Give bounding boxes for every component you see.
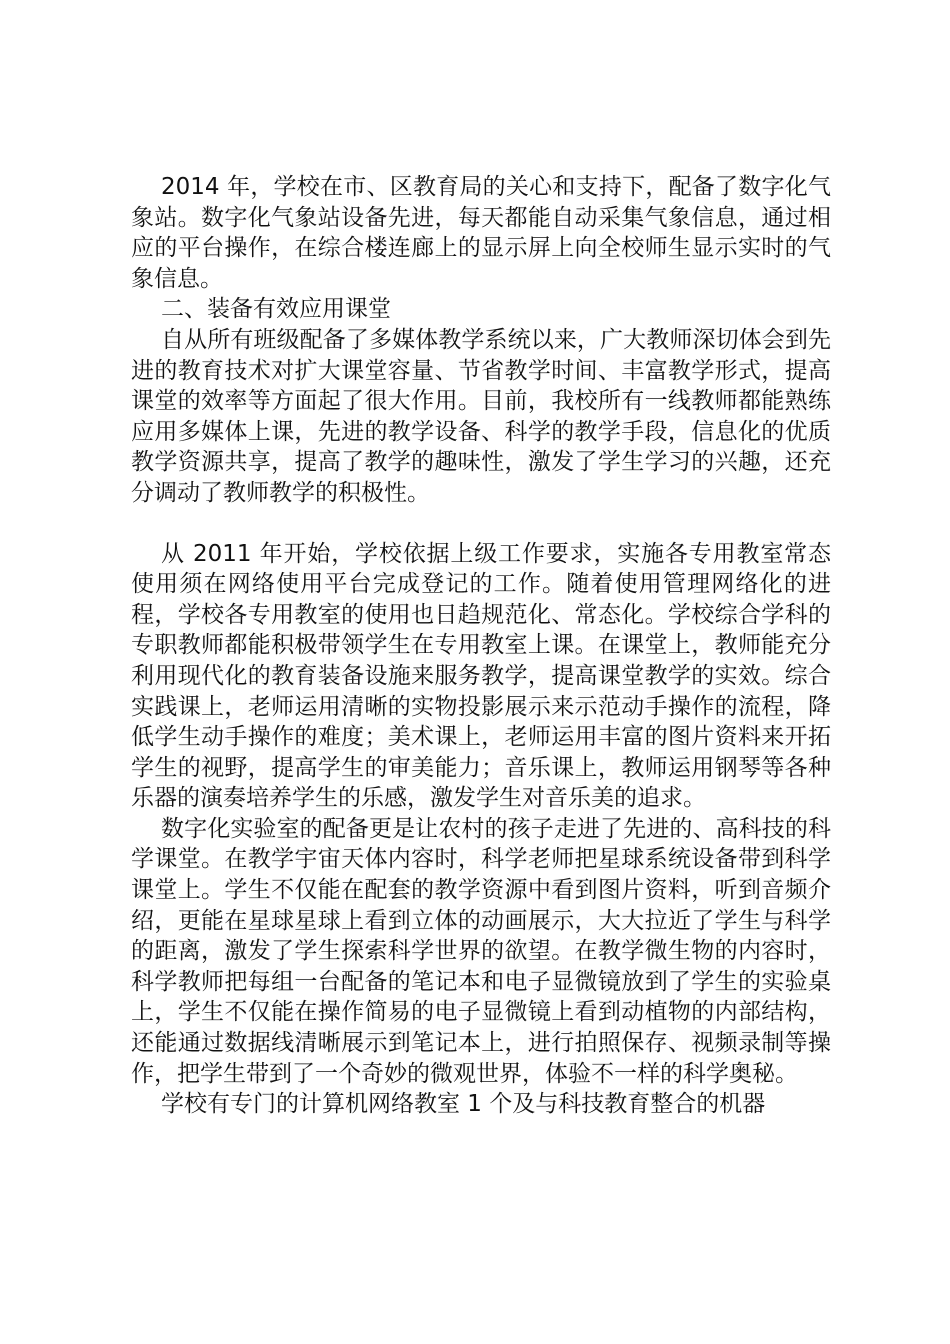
paragraph-digital-lab: 数字化实验室的配备更是让农村的孩子走进了先进的、高科技的科学课堂。在教学宇宙天体内容时，科学老师把星球系统设备带到科学课堂上。学生不仅能在配套的教学资源中看到图片资料，听到音频介绍，更能在星球星球上看到立体的动画展示，大大拉近了学生与科学的距离，激发了学生探索科学世界的欲望。在教学微生物的内容时，科学教师把每组一台配备的笔记本和电子显微镜放到了学生的实验桌上，学生不仅能在操作简易的电子显微镜上看到动植物的内部结构，还能通过数据线清晰展示到笔记本上，进行拍照保存、视频录制等操作，把学生带到了一个奇妙的微观世界，体验不一样的科学奥秘。: [131, 815, 831, 1087]
body-text: [131, 172, 831, 1120]
paragraph-multimedia: 自从所有班级配备了多媒体教学系统以来，广大教师深切体会到先进的教育技术对扩大课堂容量、节省教学时间、丰富教学形式，提高课堂的效率等方面起了很大作用。目前，我校所有一线教师都能熟练应用多媒体上课，先进的教学设备、科学的教学手段，信息化的优质教学资源共享，提高了教学的趣味性，激发了学生学习的兴趣，还充分调动了教师教学的积极性。: [131, 326, 831, 506]
paragraph-weather-station: 2014 年，学校在市、区教育局的关心和支持下，配备了数字化气象站。数字化气象站设备先进，每天都能自动采集气象信息，通过相应的平台操作，在综合楼连廊上的显示屏上向全校师生显示实时的气象信息。: [131, 174, 831, 292]
paragraph-special-classrooms: 从 2011 年开始，学校依据上级工作要求，实施各专用教室常态使用须在网络使用平台完成登记的工作。随着使用管理网络化的进程，学校各专用教室的使用也日趋规范化、常态化。学校综合学科的专职教师都能积极带领学生在专用教室上课。在课堂上，教师能充分利用现代化的教育装备设施来服务教学，提高课堂教学的实效。综合实践课上，老师运用清晰的实物投影展示来示范动手操作的流程，降低学生动手操作的难度；美术课上，老师运用丰富的图片资料来开拓学生的视野，提高学生的审美能力；音乐课上，教师运用钢琴等各种乐器的演奏培养学生的乐感，激发学生对音乐美的追求。: [131, 540, 831, 812]
section-heading: 二、装备有效应用课堂: [161, 296, 391, 323]
paragraph-computer-lab: 学校有专门的计算机网络教室 1 个及与科技教育整合的机器: [161, 1091, 766, 1118]
